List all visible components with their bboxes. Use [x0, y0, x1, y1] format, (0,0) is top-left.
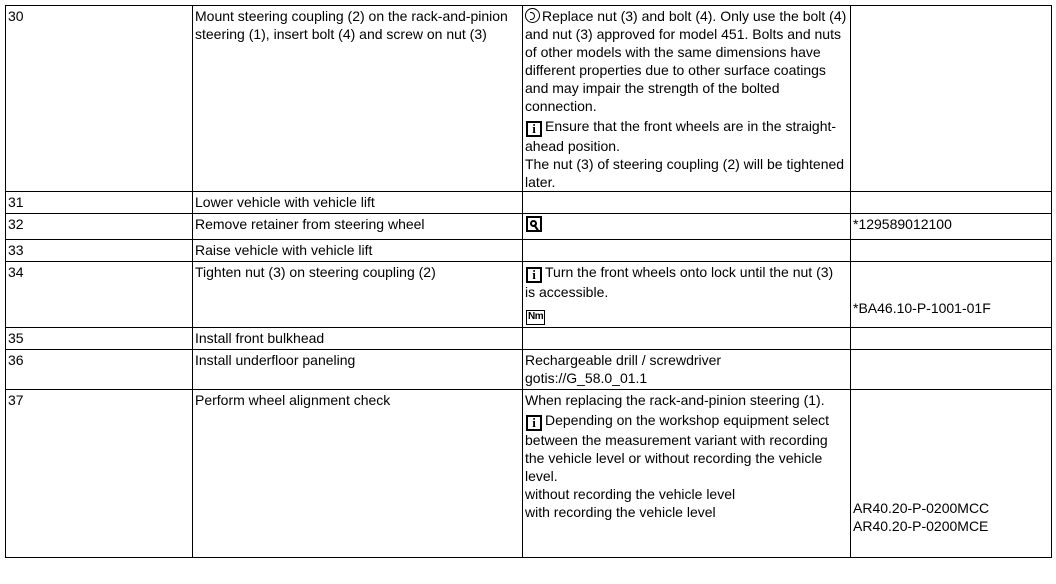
note-line [525, 411, 847, 485]
instruction-cell: Tighten nut (3) on steering coupling (2) [193, 262, 523, 328]
info-icon: i [526, 415, 542, 431]
note-line [525, 351, 847, 369]
reference-cell [851, 6, 1052, 192]
special-tool-icon [526, 216, 542, 232]
reference-line [853, 391, 1048, 409]
step-number-cell: 35 [6, 328, 193, 350]
reference-cell [851, 390, 1052, 558]
reference-cell [851, 328, 1052, 350]
notes-cell [523, 350, 851, 390]
instruction-cell: Remove retainer from steering wheel [193, 214, 523, 240]
note-line [525, 215, 847, 233]
note-line [525, 369, 847, 387]
instruction-cell: Install front bulkhead [193, 328, 523, 350]
reference-line: AR40.20-P-0200MCE [853, 518, 989, 534]
reference-line [853, 281, 1048, 299]
table-row [6, 192, 1052, 214]
procedure-table [5, 5, 1052, 558]
table-row [6, 350, 1052, 390]
note-text: without recording the vehicle level [525, 486, 736, 502]
note-line [525, 155, 847, 191]
reference-cell [851, 350, 1052, 390]
reference-cell [851, 262, 1052, 328]
step-number-cell: 32 [6, 214, 193, 240]
note-line [525, 117, 847, 155]
instruction-cell: Perform wheel alignment check [193, 390, 523, 558]
note-text: Turn the front wheels onto lock until the nut (3) is accessible. [525, 264, 834, 300]
instruction-cell: Lower vehicle with vehicle lift [193, 192, 523, 214]
table-row [6, 240, 1052, 262]
reference-line: *129589012100 [853, 216, 952, 232]
reference-line [853, 427, 1048, 445]
table-row [6, 6, 1052, 192]
step-number-cell: 37 [6, 390, 193, 558]
instruction-cell: Mount steering coupling (2) on the rack-and-pinion steering (1), insert bolt (4) and screw on nut (3) [193, 6, 523, 192]
reference-line: AR40.20-P-0200MCC [853, 500, 990, 516]
notes-cell [523, 6, 851, 192]
instruction-cell: Raise vehicle with vehicle lift [193, 240, 523, 262]
step-number-cell: 33 [6, 240, 193, 262]
step-number-cell: 30 [6, 6, 193, 192]
notes-cell [523, 328, 851, 350]
note-line [525, 303, 847, 325]
reference-line [853, 481, 1048, 499]
instruction-cell: Install underfloor paneling [193, 350, 523, 390]
table-row [6, 390, 1052, 558]
note-line [525, 503, 847, 521]
info-icon: i [526, 121, 542, 137]
reference-line [853, 263, 1048, 281]
reference-cell [851, 192, 1052, 214]
info-icon: i [526, 267, 542, 283]
reference-line: *BA46.10-P-1001-01F [853, 300, 991, 316]
notes-cell [523, 240, 851, 262]
note-line [525, 485, 847, 503]
reference-line [853, 409, 1048, 427]
note-text: Ensure that the front wheels are in the straight-ahead position. [525, 118, 837, 154]
reference-cell [851, 214, 1052, 240]
step-number-cell: 36 [6, 350, 193, 390]
note-text: gotis://G_58.0_01.1 [525, 370, 648, 386]
note-line [525, 391, 847, 409]
table-row [6, 214, 1052, 240]
reference-line [853, 463, 1048, 481]
reference-line [853, 445, 1048, 463]
note-line [525, 7, 847, 115]
reference-cell [851, 240, 1052, 262]
notes-cell [523, 390, 851, 558]
note-text: When replacing the rack-and-pinion steering (1). [525, 392, 825, 408]
replace-icon [525, 8, 540, 23]
note-text: Depending on the workshop equipment select between the measurement variant with recording the vehicle level or without recording the vehicle level. [525, 412, 830, 484]
notes-cell [523, 192, 851, 214]
note-text: The nut (3) of steering coupling (2) will be tightened later. [525, 156, 845, 190]
note-text: Replace nut (3) and bolt (4). Only use the bolt (4) and nut (3) approved for model 451. Bolts and nuts of other models with the same dimensions have different properties due to other surface coatings and may impair the strength of the bolted connection. [525, 8, 847, 114]
procedure-table-body [6, 6, 1052, 558]
table-row [6, 328, 1052, 350]
note-text: with recording the vehicle level [525, 504, 716, 520]
notes-cell [523, 262, 851, 328]
note-text: Rechargeable drill / screwdriver [525, 352, 722, 368]
torque-icon: Nm [526, 310, 545, 325]
step-number-cell: 34 [6, 262, 193, 328]
table-row [6, 262, 1052, 328]
step-number-cell: 31 [6, 192, 193, 214]
notes-cell [523, 214, 851, 240]
note-line [525, 263, 847, 301]
